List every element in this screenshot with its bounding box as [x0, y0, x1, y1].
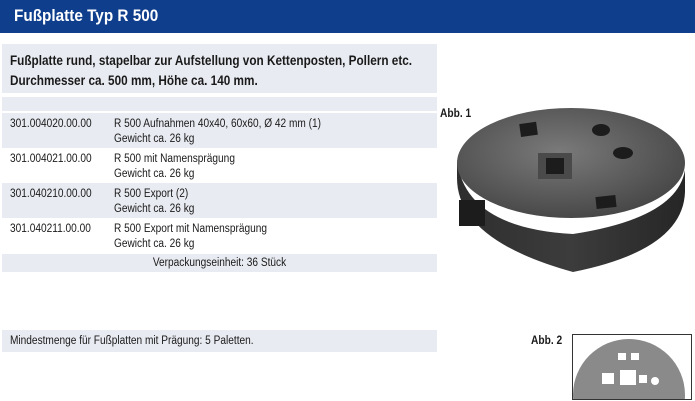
product-name: R 500 mit Namensprägung: [114, 153, 235, 165]
title-bar: [0, 0, 695, 33]
packaging-unit: Verpackungseinheit: 36 Stück: [152, 257, 287, 269]
product-weight: Gewicht ca. 26 kg: [114, 168, 195, 180]
description-box: [2, 44, 437, 93]
article-number: 301.004021.00.00: [10, 153, 92, 165]
packaging-row: [2, 254, 437, 272]
square-recess-40: [519, 122, 538, 137]
article-number: 301.040211.00.00: [10, 223, 91, 235]
base-plate-top-view-image: [572, 334, 692, 400]
round-hole: [651, 377, 659, 385]
figure-1-label: Abb. 1: [440, 106, 472, 120]
product-weight: Gewicht ca. 26 kg: [114, 203, 195, 215]
plate-top-view: [573, 339, 685, 399]
product-row: [2, 218, 437, 253]
product-name: R 500 Export (2): [114, 188, 189, 200]
square-hole: [639, 375, 647, 383]
product-row: [2, 113, 437, 148]
minimum-order-note: Mindestmenge für Fußplatten mit Prägung: 5 Paletten.: [10, 335, 254, 347]
square-hole: [631, 353, 639, 360]
product-row: [2, 148, 437, 183]
square-hole: [618, 353, 626, 360]
product-name: R 500 Export mit Namensprägung: [114, 223, 268, 235]
square-hole-large: [602, 373, 614, 384]
product-name: R 500 Aufnahmen 40x40, 60x60, Ø 42 mm (1): [114, 118, 322, 130]
table-header-spacer: [2, 97, 437, 111]
description-line-2: Durchmesser ca. 500 mm, Höhe ca. 140 mm.: [10, 72, 258, 88]
article-number: 301.040210.00.00: [10, 188, 92, 200]
center-hole: [620, 370, 636, 385]
product-weight: Gewicht ca. 26 kg: [114, 133, 195, 145]
center-square-hole: [546, 158, 564, 174]
page-title: Fußplatte Typ R 500: [14, 6, 159, 25]
side-notch: [459, 200, 485, 226]
product-row: [2, 183, 437, 218]
article-number: 301.004020.00.00: [10, 118, 92, 130]
product-weight: Gewicht ca. 26 kg: [114, 238, 195, 250]
description-line-1: Fußplatte rund, stapelbar zur Aufstellung von Kettenposten, Pollern etc.: [10, 52, 413, 68]
round-recess-42: [613, 147, 633, 159]
base-plate-image: [445, 100, 690, 285]
square-recess-60: [595, 195, 616, 209]
note-row: [2, 330, 437, 352]
figure-2-label: Abb. 2: [531, 333, 563, 347]
round-recess: [592, 124, 610, 136]
